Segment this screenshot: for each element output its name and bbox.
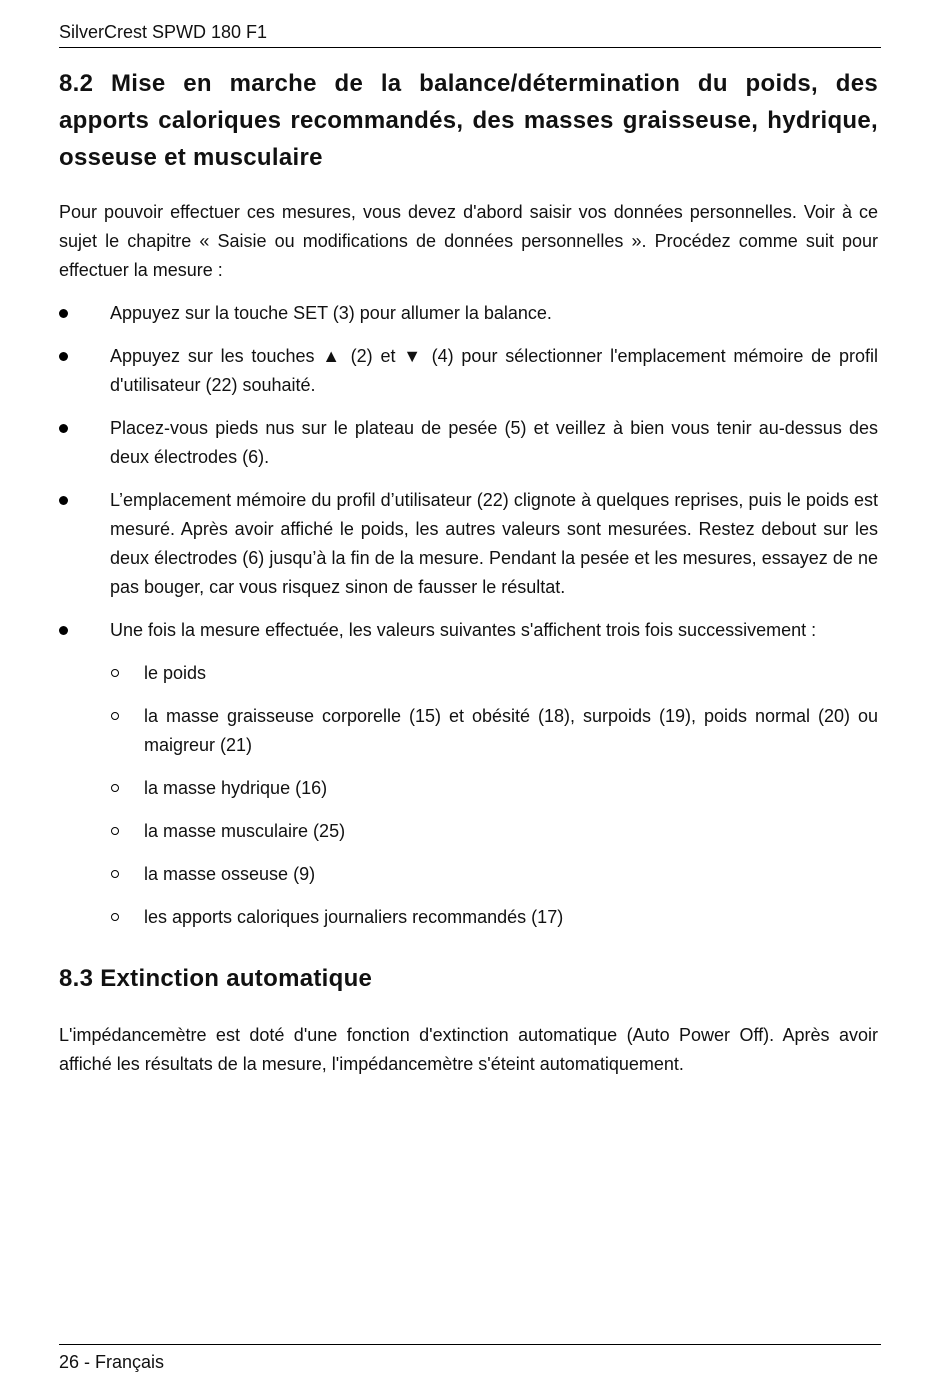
page-header: SilverCrest SPWD 180 F1: [59, 22, 268, 42]
header-divider: [59, 47, 881, 48]
list-item-text: L’emplacement mémoire du profil d’utilisateur (22) clignote à quelques reprises, puis le poids est mesuré. Après avoir affiché le poids, les autres valeurs sont mesurées. Restez debout sur les deux électrodes (6) jusqu’à la fin de la mesure. Pendant la pesée et les mesures, essayez de ne pas bouger, car vous risquez sinon de fausser le résultat.: [110, 490, 878, 597]
sub-list-item: [59, 860, 878, 889]
section-heading-8-3: 8.3 Extinction automatique: [59, 965, 373, 992]
circle-bullet-icon: [111, 784, 119, 792]
footer-divider: [59, 1344, 881, 1345]
displayed-values-list: [59, 659, 878, 932]
list-item-text: Placez-vous pieds nus sur le plateau de pesée (5) et veillez à bien vous tenir au-dessus des deux électrodes (6).: [110, 418, 878, 467]
bullet-icon: [59, 424, 68, 433]
sub-list-item: [59, 659, 878, 688]
list-item: [59, 342, 878, 400]
auto-off-paragraph: L'impédancemètre est doté d'une fonction d'extinction automatique (Auto Power Off). Après avoir affiché les résultats de la mesure, l'impédancemètre s'éteint automatiquement.: [59, 1025, 878, 1074]
circle-bullet-icon: [111, 669, 119, 677]
sub-list-item-text: la masse hydrique (16): [144, 778, 328, 798]
sub-list-item: [59, 817, 878, 846]
list-item-text: Une fois la mesure effectuée, les valeurs suivantes s'affichent trois fois successivement :: [110, 620, 817, 640]
list-item: [59, 299, 878, 328]
bullet-icon: [59, 352, 68, 361]
intro-paragraph: Pour pouvoir effectuer ces mesures, vous devez d'abord saisir vos données personnelles. Voir à ce sujet le chapitre « Saisie ou modifications de données personnelles ». Procédez comme suit pour effectuer la mesure :: [59, 202, 878, 280]
sub-list-item-text: la masse musculaire (25): [144, 821, 346, 841]
page-content: [59, 65, 878, 1079]
sub-list-item: [59, 903, 878, 932]
list-item-text: Appuyez sur la touche SET (3) pour allumer la balance.: [110, 303, 552, 323]
sub-list-item-text: les apports caloriques journaliers recommandés (17): [144, 907, 564, 927]
bullet-icon: [59, 626, 68, 635]
list-item-text: Appuyez sur les touches ▲ (2) et ▼ (4) pour sélectionner l'emplacement mémoire de profil d'utilisateur (22) souhaité.: [110, 346, 878, 395]
sub-list-item: [59, 774, 878, 803]
list-item: [59, 486, 878, 602]
circle-bullet-icon: [111, 913, 119, 921]
bullet-icon: [59, 496, 68, 505]
circle-bullet-icon: [111, 870, 119, 878]
sub-list-item-text: la masse graisseuse corporelle (15) et obésité (18), surpoids (19), poids normal (20) ou maigreur (21): [144, 706, 878, 755]
page-footer: 26 - Français: [59, 1352, 165, 1372]
bullet-icon: [59, 309, 68, 318]
list-item: [59, 414, 878, 472]
list-item: [59, 616, 878, 932]
sub-list-item-text: la masse osseuse (9): [144, 864, 316, 884]
section-heading-8-2: 8.2 Mise en marche de la balance/détermination du poids, des apports caloriques recommandés, des masses graisseuse, hydrique, osseuse et musculaire: [59, 70, 878, 171]
circle-bullet-icon: [111, 712, 119, 720]
sub-list-item: [59, 702, 878, 760]
sub-list-item-text: le poids: [144, 663, 207, 683]
circle-bullet-icon: [111, 827, 119, 835]
instruction-list: [59, 299, 878, 932]
